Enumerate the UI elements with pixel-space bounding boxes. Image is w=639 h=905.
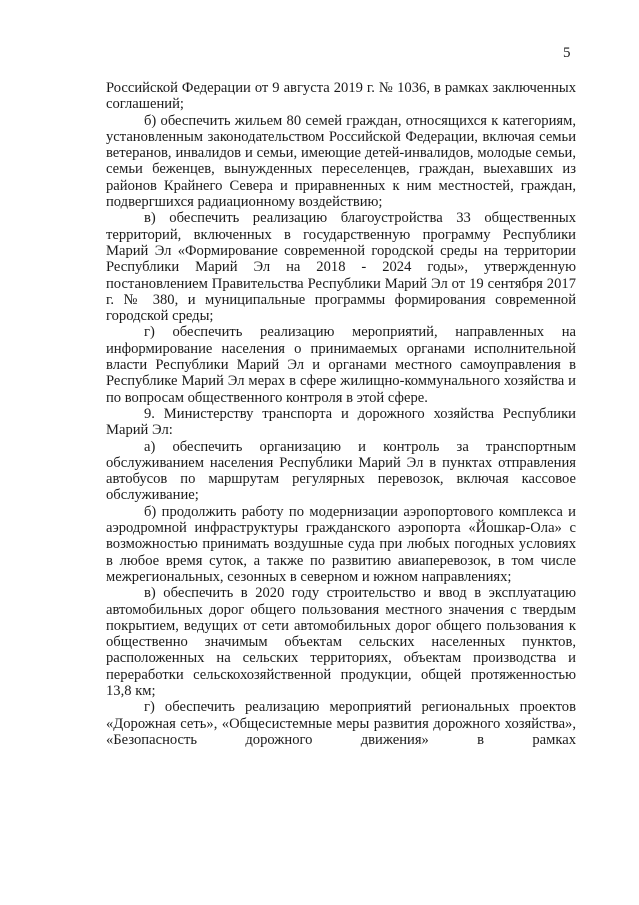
paragraph: г) обеспечить реализацию мероприятий, направленных на информирование населения о принимаемых органами исполнительной власти Республики Марий Эл и органами местного самоуправления в Республике Марий Эл мерах в сфере жилищно-коммунального хозяйства и по вопросам общественного контроля в этой сфере. [106, 324, 576, 406]
paragraph: Российской Федерации от 9 августа 2019 г. № 1036, в рамках заключенных соглашений; [106, 80, 576, 113]
paragraph: 9. Министерству транспорта и дорожного хозяйства Республики Марий Эл: [106, 405, 576, 439]
paragraph: в) обеспечить в 2020 году строительство и ввод в эксплуатацию автомобильных дорог общего пользования местного значения с твердым покрытием, ведущих от сети автомобильных дорог общего пользования к общественно значимым объектам сельских населенных пунктов, расположенных на сельских территориях, объектам производства и переработки сельскохозяйственной продукции, общей протяженностью 13,8 км; [106, 585, 576, 699]
paragraph: б) продолжить работу по модернизации аэропортового комплекса и аэродромной инфраструктуры гражданского аэропорта «Йошкар-Ола» с возможностью принимать воздушные суда при любых погодных условиях в любое время суток, а также по развитию авиаперевозок, в том числе межрегиональных, сезонных в северном и южном направлениях; [106, 503, 576, 585]
document-body [106, 80, 576, 748]
paragraph: в) обеспечить реализацию благоустройства 33 общественных территорий, включенных в государственную программу Республики Марий Эл «Формирование современной городской среды на территории Республики Марий Эл на 2018 - 2024 годы», утвержденную постановлением Правительства Республики Марий Эл от 19 сентября 2017 г. № 380, и муниципальные программы формирования современной городской среды; [106, 210, 576, 325]
paragraph: а) обеспечить организацию и контроль за транспортным обслуживанием населения Республики Марий Эл в пунктах отправления автобусов по маршрутам регулярных перевозок, включая кассовое обслуживание; [106, 438, 576, 504]
paragraph: б) обеспечить жильем 80 семей граждан, относящихся к категориям, установленным законодательством Российской Федерации, включая семьи ветеранов, инвалидов и семьи, имеющие детей-инвалидов, молодые семьи, семьи беженцев, вынужденных переселенцев, граждан, выехавших из районов Крайнего Севера и приравненных к ним местностей, граждан, подвергшихся радиационному воздействию; [106, 112, 576, 211]
page-number: 5 [563, 45, 571, 61]
paragraph: г) обеспечить реализацию мероприятий региональных проектов «Дорожная сеть», «Общесистемные меры развития дорожного хозяйства», «Безопасность дорожного движения» в рамках [106, 699, 576, 748]
